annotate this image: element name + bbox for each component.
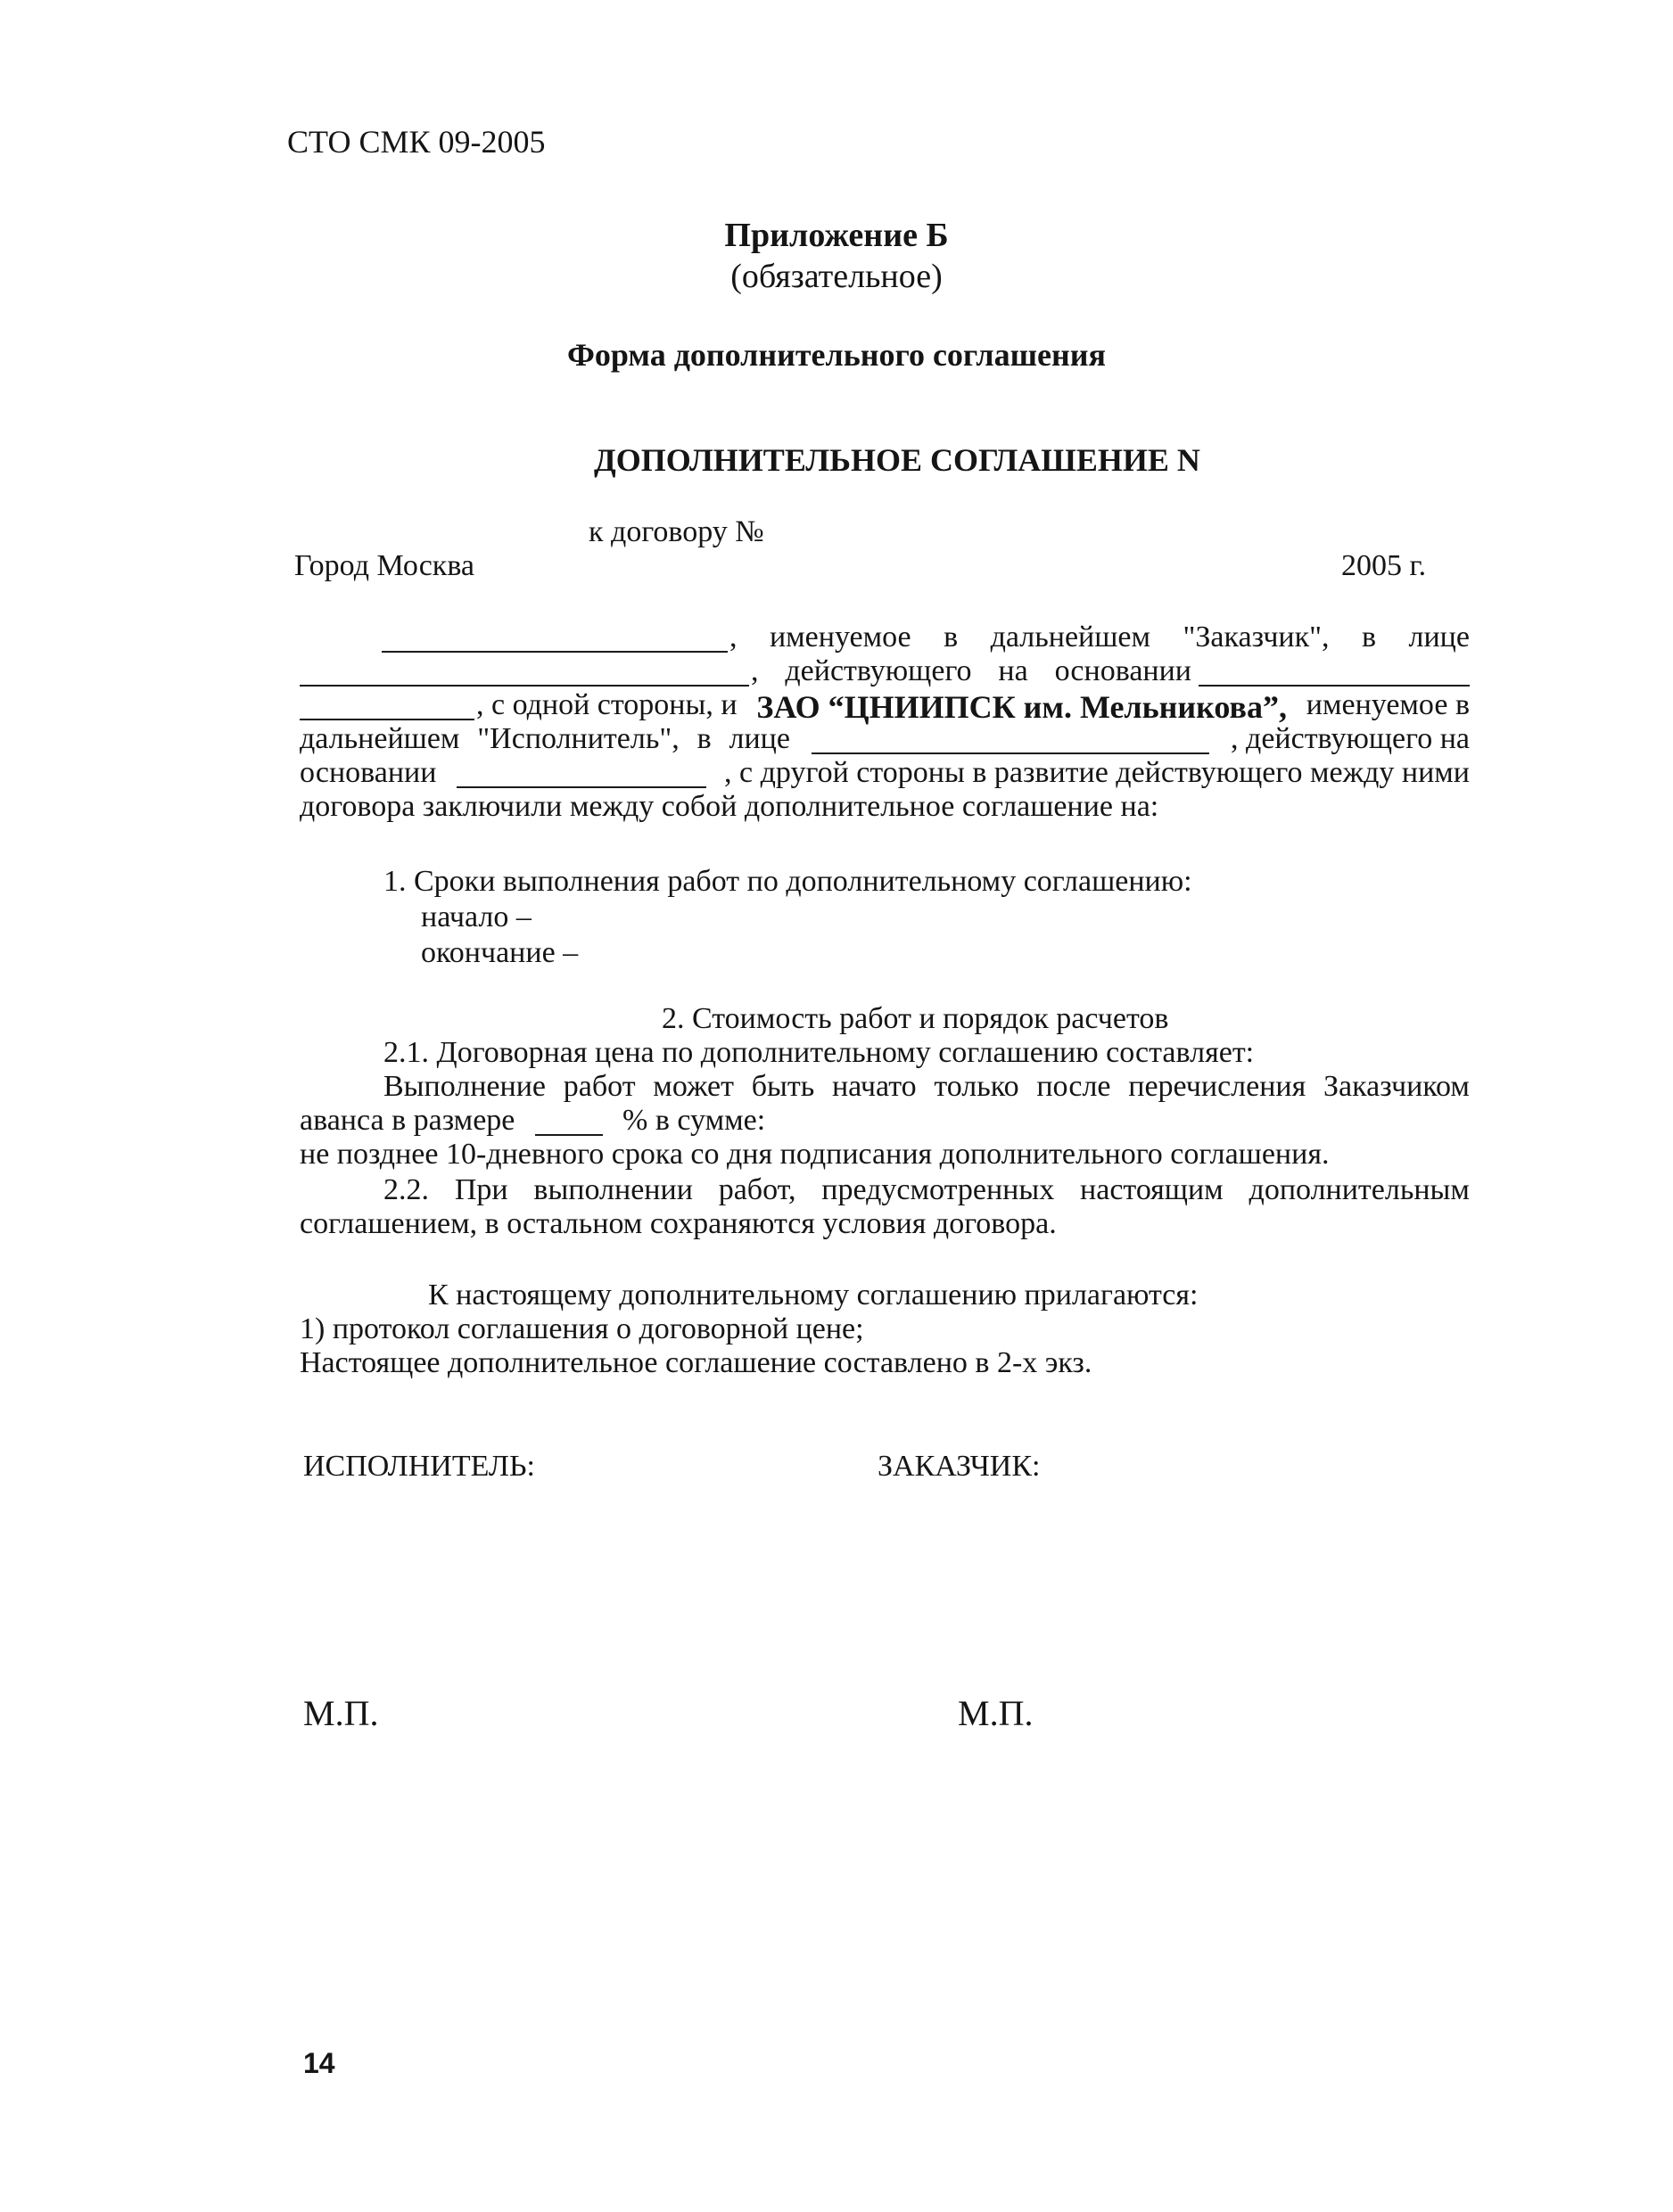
attachment-item-1: 1) протокол соглашения о договорной цене; xyxy=(300,1312,864,1345)
customer-name-blank xyxy=(382,651,728,653)
clause-word: после xyxy=(1036,1070,1111,1103)
intro-text: основании xyxy=(300,756,437,789)
clause-word: дополнительным xyxy=(1249,1173,1470,1206)
clause-word: 2.2. xyxy=(383,1173,429,1206)
clause-word: начато xyxy=(831,1070,917,1103)
advance-payment-line xyxy=(383,1070,1470,1104)
payment-deadline: не позднее 10-дневного срока со дня подписания дополнительного соглашения. xyxy=(300,1138,1330,1171)
clause-word: работ, xyxy=(718,1173,796,1206)
clause-2-1: 2.1. Договорная цена по дополнительному соглашению составляет: xyxy=(383,1036,1255,1069)
intro-text: договора заключили между собой дополнительное соглашение на: xyxy=(300,790,1159,823)
contract-reference: к договору № xyxy=(589,515,764,548)
section-2-title: 2. Стоимость работ и порядок расчетов xyxy=(662,1002,1169,1035)
clause-word: может xyxy=(653,1070,734,1103)
customer-representative-blank xyxy=(300,685,749,687)
intro-line-3 xyxy=(476,688,1470,726)
intro-text: , действующего на xyxy=(1231,722,1470,755)
appendix-title: Приложение Б xyxy=(724,217,949,254)
intro-text: в xyxy=(696,722,712,755)
clause-word: только xyxy=(934,1070,1019,1103)
clause-word: Заказчиком xyxy=(1323,1070,1470,1103)
intro-text: дальнейшем xyxy=(990,621,1151,654)
intro-line-2 xyxy=(751,654,1191,688)
intro-line-4a xyxy=(300,722,790,756)
intro-text: , xyxy=(729,621,738,654)
intro-text: , с другой стороны в развитие действующего между ними xyxy=(724,756,1470,789)
city-label: Город Москва xyxy=(294,549,475,582)
customer-basis-blank xyxy=(1199,685,1470,687)
intro-text: действующего xyxy=(785,654,972,687)
customer-basis-blank-cont xyxy=(300,719,474,720)
intro-text: именуемое xyxy=(769,621,911,654)
clause-word: перечисления xyxy=(1128,1070,1306,1103)
form-title: Форма дополнительного соглашения xyxy=(567,337,1106,373)
intro-text: в xyxy=(1361,621,1377,654)
clause-word: выполнении xyxy=(533,1173,693,1206)
advance-amount-label: аванса в размере xyxy=(300,1104,515,1137)
intro-text: , xyxy=(751,654,759,687)
section-1-title: 1. Сроки выполнения работ по дополнительному соглашению: xyxy=(383,865,1192,898)
executor-seal-place: М.П. xyxy=(303,1693,379,1733)
intro-text: "Исполнитель", xyxy=(477,722,680,755)
date-year: 2005 г. xyxy=(1341,549,1427,582)
intro-text: на xyxy=(998,654,1028,687)
intro-text: основании xyxy=(1054,654,1191,687)
intro-text: дальнейшем xyxy=(300,722,460,755)
page-number: 14 xyxy=(303,2047,335,2079)
intro-line-1 xyxy=(729,621,1470,654)
intro-text: именуемое в xyxy=(1306,688,1470,721)
executor-signature-label: ИСПОЛНИТЕЛЬ: xyxy=(303,1450,535,1483)
intro-text: "Заказчик", xyxy=(1183,621,1330,654)
clause-word: предусмотренных xyxy=(821,1173,1055,1206)
clause-2-2-line-1 xyxy=(383,1173,1470,1207)
clause-word: быть xyxy=(751,1070,815,1103)
advance-percent-blank xyxy=(535,1134,603,1136)
intro-text: лице xyxy=(729,722,790,755)
document-code: СТО СМК 09-2005 xyxy=(287,124,546,160)
clause-2-2-line-2: соглашением, в остальном сохраняются условия договора. xyxy=(300,1207,1057,1240)
intro-text: лице xyxy=(1408,621,1470,654)
advance-sum-label: % в сумме: xyxy=(622,1104,766,1137)
copies-statement: Настоящее дополнительное соглашение составлено в 2-х экз. xyxy=(300,1346,1092,1379)
executor-basis-blank xyxy=(457,786,706,788)
intro-text: , с одной стороны, и xyxy=(476,688,738,721)
executor-company-name: ЗАО “ЦНИИПСК им. Мельникова”, xyxy=(756,689,1287,725)
customer-seal-place: М.П. xyxy=(958,1693,1034,1733)
executor-representative-blank xyxy=(812,752,1209,754)
clause-word: работ xyxy=(563,1070,636,1103)
customer-signature-label: ЗАКАЗЧИК: xyxy=(878,1450,1041,1483)
appendix-type: (обязательное) xyxy=(730,258,943,295)
work-start-label: начало – xyxy=(421,900,532,933)
work-end-label: окончание – xyxy=(421,936,579,969)
clause-word: Выполнение xyxy=(383,1070,547,1103)
agreement-title: ДОПОЛНИТЕЛЬНОЕ СОГЛАШЕНИЕ N xyxy=(594,442,1200,478)
attachments-title: К настоящему дополнительному соглашению прилагаются: xyxy=(428,1279,1199,1312)
clause-word: настоящим xyxy=(1080,1173,1224,1206)
intro-text: в xyxy=(944,621,959,654)
clause-word: При xyxy=(454,1173,508,1206)
